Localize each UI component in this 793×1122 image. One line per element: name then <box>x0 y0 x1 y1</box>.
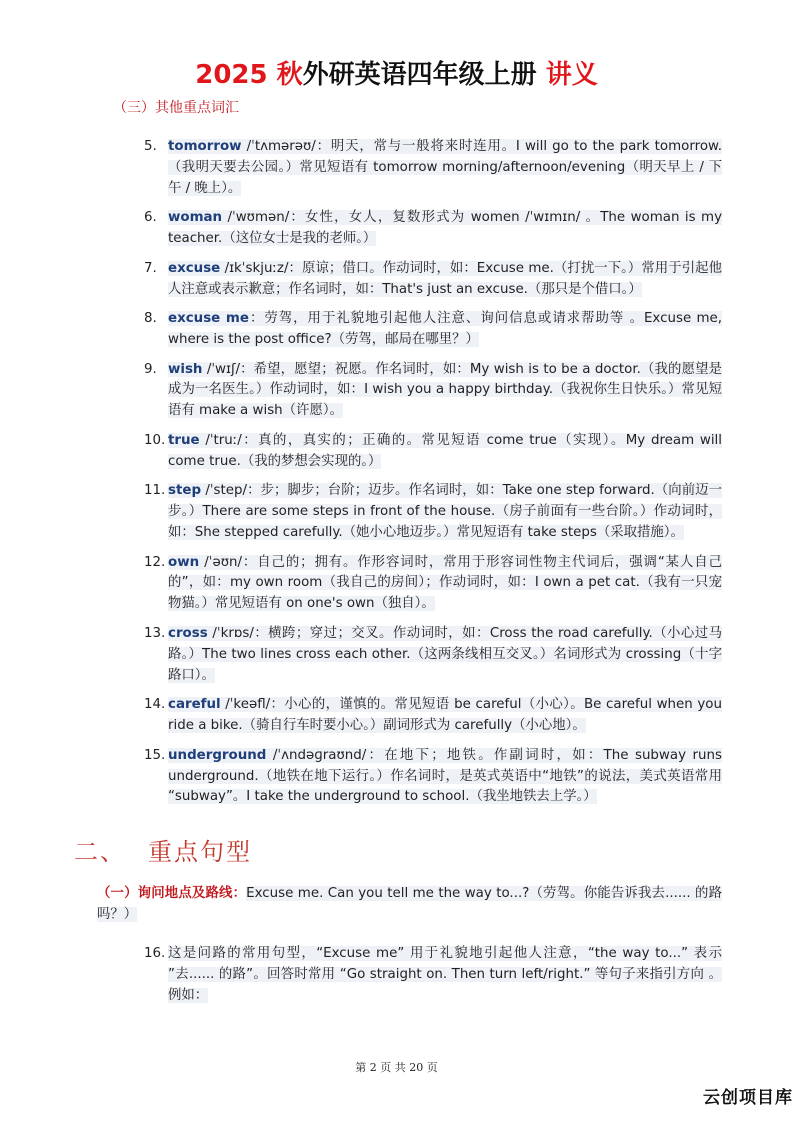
vocab-definition: /ˈʌndəɡraʊnd/：在地下；地铁。作副词时，如：The subway runs underground.（地铁在地下运行。）作名词时，是英式英语中“地铁”的说法，美式英语常用 “subway”。I take the underground to school.（我坐地铁去上学。） <box>168 747 722 805</box>
entry-number: 12. <box>144 554 166 570</box>
section-title: 重点句型 <box>148 838 252 866</box>
entry-number: 16. <box>144 946 166 961</box>
subsection-label: （一）询问地点及路线： <box>97 886 247 901</box>
vocab-word: underground <box>168 747 267 763</box>
entry-number: 13. <box>144 625 166 641</box>
title-season: 秋 <box>276 60 303 90</box>
vocab-word: own <box>168 554 200 570</box>
vocab-entry <box>144 431 722 473</box>
vocab-entry <box>144 137 722 200</box>
vocab-word: wish <box>168 361 203 377</box>
vocab-word: true <box>168 432 200 448</box>
vocab-definition: ：劳驾，用于礼貌地引起他人注意、询问信息或请求帮助等 。Excuse me, where is the post office?（劳驾，邮局在哪里？） <box>168 311 722 348</box>
vocab-definition: /ɪkˈskjuːz/：原谅；借口。作动词时，如：Excuse me.（打扰一下。）常用于引起他人注意或表示歉意；作名词时，如：That's just an excuse.（那只是个借口。） <box>168 260 722 297</box>
subsection-asking-directions <box>97 883 722 925</box>
vocab-word: careful <box>168 697 221 713</box>
sentence-explanation: 这是问路的常用句型，“Excuse me” 用于礼貌地引起他人注意，“the way to...” 表示 ”去...... 的路”。回答时常用 “Go straight on. Then turn left/right.” 等句子来指引方向 。例如： <box>168 946 722 1003</box>
vocab-word: cross <box>168 625 208 641</box>
brand-watermark: 云创项目库 <box>703 1088 793 1108</box>
section-number: 二、 <box>74 838 126 866</box>
entry-number: 14. <box>144 697 166 713</box>
entry-number: 9. <box>144 361 157 377</box>
sentence-entry <box>144 944 722 1007</box>
vocab-entry <box>144 309 722 351</box>
vocab-word: step <box>168 483 202 499</box>
vocab-definition: /ˈstep/：步；脚步；台阶；迈步。作名词时，如：Take one step forward.（向前迈一步。）There are some steps in front of the house.（房子前面有一些台阶。）作动词时，如：She stepped carefully.（她小心地迈步。）常见短语有 take steps（采取措施）。 <box>168 483 722 541</box>
vocab-list <box>144 137 722 817</box>
title-kind: 讲义 <box>545 60 598 90</box>
vocab-entry <box>144 360 722 423</box>
vocab-definition: /ˈkeəfl/：小心的，谨慎的。常见短语 be careful（小心）。Be careful when you ride a bike.（骑自行车时要小心。）副词形式为 carefully（小心地）。 <box>168 697 722 734</box>
entry-number: 11. <box>144 483 166 499</box>
vocab-entry <box>144 695 722 737</box>
vocab-definition: /ˈtruː/：真的，真实的；正确的。常见短语 come true（实现）。My dream will come true.（我的梦想会实现的。） <box>168 432 722 469</box>
vocab-definition: /ˈəʊn/：自己的；拥有。作形容词时，常用于形容词性物主代词后，强调“某人自己的”，如：my own room（我自己的房间）；作动词时，如：I own a pet cat.（我有一只宠物猫。）常见短语有 on one's own（独自）。 <box>168 554 722 612</box>
entry-number: 8. <box>144 311 157 327</box>
vocab-entry <box>144 208 722 250</box>
title-book: 外研英语四年级上册 <box>302 60 546 90</box>
section-heading-other-vocab: （三）其他重点词汇 <box>113 100 239 116</box>
vocab-definition: /ˈtʌmərəʊ/：明天，常与一般将来时连用。I will go to the park tomorrow.（我明天要去公园。）常见短语有 tomorrow morning/afternoon/evening（明天早上 / 下午 / 晚上）。 <box>168 139 722 196</box>
entry-number: 6. <box>144 210 157 226</box>
entry-number: 10. <box>144 432 166 448</box>
vocab-entry <box>144 553 722 616</box>
section-heading-key-sentences <box>74 832 252 867</box>
subsection-text: Excuse me. Can you tell me the way to...?（劳驾。你能告诉我去...... 的路吗？） <box>97 886 722 922</box>
vocab-entry <box>144 481 722 544</box>
title-year: 2025 <box>195 60 277 90</box>
vocab-definition: /ˈwʊmən/：女性，女人，复数形式为 women /ˈwɪmɪn/ 。The woman is my teacher.（这位女士是我的老师。） <box>168 210 722 247</box>
vocab-word: excuse me <box>168 311 249 327</box>
page-footer: 第 2 页 共 20 页 <box>355 1061 438 1074</box>
vocab-entry <box>144 259 722 301</box>
entry-number: 5. <box>144 139 157 154</box>
entry-number: 7. <box>144 260 157 276</box>
page-title <box>0 54 793 91</box>
vocab-word: tomorrow <box>168 139 242 154</box>
vocab-definition: /ˈkrɒs/：横跨；穿过；交叉。作动词时，如：Cross the road carefully.（小心过马路。）The two lines cross each other.（这两条线相互交叉。）名词形式为 crossing（十字路口）。 <box>168 625 722 683</box>
entry-number: 15. <box>144 747 166 763</box>
vocab-entry <box>144 746 722 809</box>
vocab-entry <box>144 624 722 687</box>
vocab-word: excuse <box>168 260 221 276</box>
vocab-word: woman <box>168 210 223 226</box>
vocab-definition: /ˈwɪʃ/：希望，愿望；祝愿。作名词时，如：My wish is to be a doctor.（我的愿望是成为一名医生。）作动词时，如：I wish you a happy birthday.（我祝你生日快乐。）常见短语有 make a wish（许愿）。 <box>168 361 722 419</box>
